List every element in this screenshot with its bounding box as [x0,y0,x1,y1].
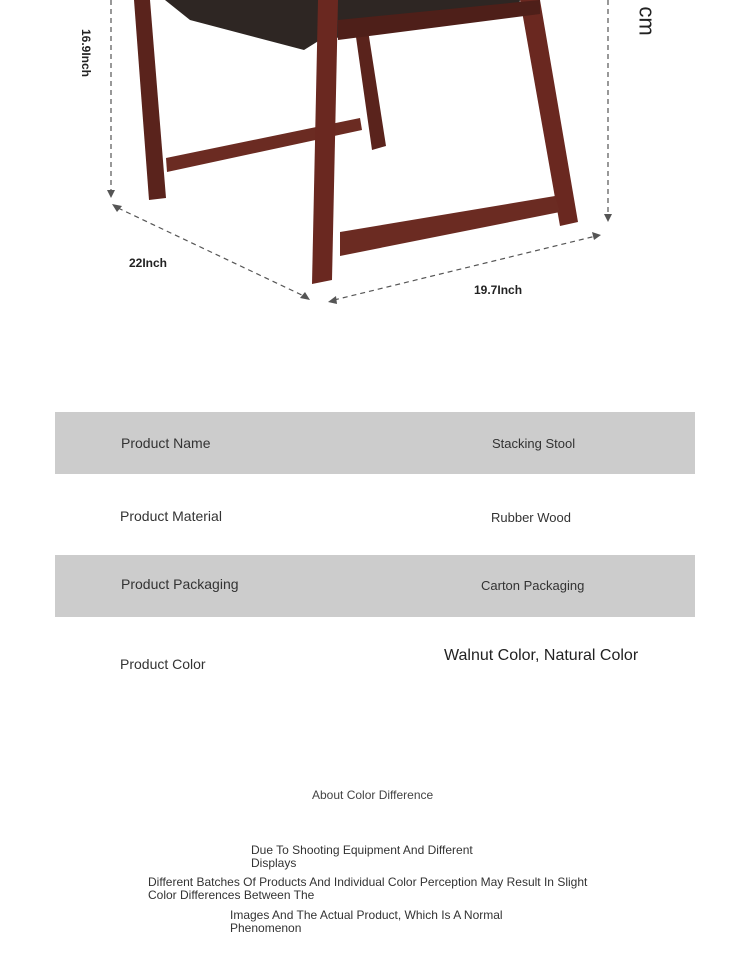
spec-label: Product Color [120,656,206,672]
color-note-line: Different Batches Of Products And Individual Color Perception May Result In Slight Color Differences Between The [148,875,588,902]
spec-table [55,412,695,747]
spec-label: Product Material [120,508,222,524]
spec-value: Carton Packaging [481,578,585,593]
spec-row-color [55,617,695,747]
spec-value: Rubber Wood [491,510,571,525]
spec-value: Stacking Stool [492,436,576,451]
color-note-line: Due To Shooting Equipment And Different Displays [251,843,473,870]
color-note-line: Images And The Actual Product, Which Is A Normal Phenomenon [230,908,503,935]
height-dimension-label: 16.9Inch [79,28,94,78]
spec-row-material [55,474,695,555]
color-note-title: About Color Difference [312,788,434,802]
chair-front-left-leg [312,0,338,284]
unit-label: cm [634,6,660,36]
chair-back-left-leg [134,0,166,200]
width-dimension-label: 19.7Inch [474,283,523,297]
chair-side-stretcher [355,30,386,150]
chair-illustration [0,0,750,400]
spec-row-name [55,412,695,474]
spec-value: Walnut Color, Natural Color [444,647,639,664]
chair-front-right-leg [520,0,578,226]
depth-dimension-label: 22Inch [129,256,168,270]
spec-label: Product Packaging [121,576,239,592]
chair-front-stretcher [340,196,560,256]
spec-label: Product Name [121,435,211,451]
spec-row-packaging [55,555,695,617]
